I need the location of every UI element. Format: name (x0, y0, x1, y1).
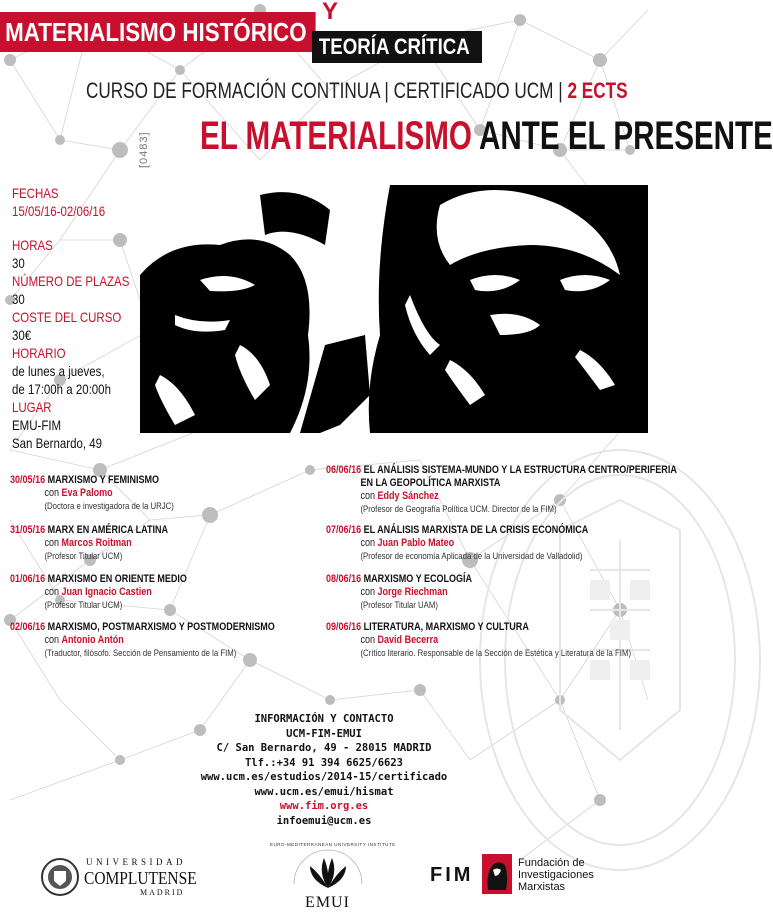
session-title: EL ANÁLISIS SISTEMA-MUNDO Y LA ESTRUCTURA CENTRO/PERIFERIA (363, 464, 677, 476)
coste-label: COSTE DEL CURSO (12, 309, 122, 325)
portraits-image (140, 185, 648, 433)
session-affiliation: (Profesor de Geografía Política UCM. Director de la FIM) (360, 504, 557, 515)
coste-value: 30€ (12, 327, 32, 343)
ucm-bot-text: MADRID (140, 888, 185, 897)
session-affiliation: (Profesor Titular UAM) (360, 600, 438, 611)
session-item (10, 573, 187, 612)
session-item (10, 474, 174, 513)
contact-web-hismat[interactable]: www.ucm.es/emui/hismat (254, 785, 394, 798)
session-date: 01/06/16 (10, 573, 46, 585)
session-item (326, 524, 588, 563)
fim-logo (430, 850, 610, 900)
session-title: MARXISMO, POSTMARXISMO Y POSTMODERNISMO (47, 621, 275, 633)
session-title: MARXISMO Y ECOLOGÍA (363, 573, 473, 585)
session-date: 06/06/16 (326, 464, 362, 476)
session-affiliation: (Profesor de economía Aplicada de la Universidad de Valladolid) (360, 551, 583, 562)
lugar-label: LUGAR (12, 399, 52, 415)
session-con: con (360, 537, 375, 549)
contact-email[interactable]: infoemui@ucm.es (276, 814, 372, 827)
session-affiliation: (Crítico literario. Responsable de la Sección de Estética y Literatura de la FIM) (360, 648, 632, 659)
session-title: MARXISMO Y FEMINISMO (47, 474, 160, 486)
session-title-line2: EN LA GEOPOLÍTICA MARXISTA (360, 477, 501, 489)
session-date: 09/06/16 (326, 621, 362, 633)
session-date: 02/06/16 (10, 621, 46, 633)
session-title: LITERATURA, MARXISMO Y CULTURA (363, 621, 529, 633)
session-affiliation: (Profesor Titular UCM) (44, 600, 123, 611)
session-date: 30/05/16 (10, 474, 46, 486)
session-con: con (360, 586, 375, 598)
session-item (326, 464, 677, 516)
session-con: con (44, 586, 59, 598)
contact-address: C/ San Bernardo, 49 - 28015 MADRID (216, 742, 432, 754)
poster-title-red: EL MATERIALISMO (200, 114, 472, 158)
contact-org: UCM-FIM-EMUI (286, 727, 362, 740)
session-affiliation: (Doctora e investigadora de la URJC) (44, 501, 174, 512)
emui-arc-text: EURO-MEDITERRANEAN UNIVERSITY INSTITUTE (270, 842, 396, 847)
session-speaker: Juan Pablo Mateo (377, 537, 455, 549)
session-speaker: Antonio Antón (61, 634, 124, 646)
session-item (10, 524, 168, 563)
plazas-label: NÚMERO DE PLAZAS (12, 273, 130, 289)
emui-logo (270, 838, 396, 913)
emui-name: EMUI (305, 894, 350, 911)
horario-line1: de lunes a jueves, (12, 363, 105, 379)
contact-block (0, 712, 648, 828)
session-speaker: Eva Palomo (61, 487, 113, 499)
fim-line2: Investigaciones (518, 869, 594, 881)
lugar-line2: San Bernardo, 49 (12, 435, 102, 451)
ucm-logo (40, 855, 210, 900)
horas-value: 30 (12, 255, 25, 271)
fechas-label: FECHAS (12, 185, 59, 201)
course-code: [0483] (138, 131, 150, 168)
details-block (12, 236, 129, 452)
fim-line3: Marxistas (518, 881, 566, 893)
session-con: con (360, 490, 375, 502)
session-title: MARX EN AMÉRICA LATINA (47, 524, 169, 536)
session-item (10, 621, 275, 660)
session-con: con (44, 634, 59, 646)
session-con: con (44, 487, 59, 499)
plazas-value: 30 (12, 291, 25, 307)
fim-portrait-icon (482, 854, 512, 894)
fim-fullname (518, 857, 594, 893)
ucm-crest-icon (40, 857, 80, 897)
ucm-mid-text: COMPLUTENSE (84, 868, 197, 888)
fim-abbr: FIM (430, 864, 474, 886)
poster-title-black: ANTE EL PRESENTE (479, 114, 773, 158)
session-con: con (360, 634, 375, 646)
session-date: 07/06/16 (326, 524, 362, 536)
session-affiliation: (Profesor Titular UCM) (44, 551, 123, 562)
session-item (326, 573, 472, 612)
header-title-main: MATERIALISMO HISTÓRICO (0, 12, 315, 52)
course-prefix: CURSO DE FORMACIÓN CONTINUA | CERTIFICADO UCM | (86, 78, 563, 103)
session-con: con (44, 537, 59, 549)
session-title: MARXISMO EN ORIENTE MEDIO (47, 573, 187, 585)
contact-web-fim[interactable]: www.fim.org.es (279, 800, 369, 812)
contact-heading: INFORMACIÓN Y CONTACTO (254, 713, 394, 725)
session-item (326, 621, 631, 660)
session-date: 31/05/16 (10, 524, 46, 536)
fim-line1: Fundación de (518, 857, 585, 869)
session-affiliation: (Traductor, filósofo. Sección de Pensamiento de la FIM) (44, 648, 237, 659)
poster-title (200, 114, 773, 159)
fechas-value: 15/05/16-02/06/16 (12, 203, 106, 219)
session-speaker: Eddy Sánchez (377, 490, 439, 502)
session-speaker: Jorge Riechman (377, 586, 448, 598)
lugar-line1: EMU-FIM (12, 417, 62, 433)
horario-label: HORARIO (12, 345, 66, 361)
session-speaker: David Becerra (377, 634, 439, 646)
header-title-y: Y (322, 0, 339, 25)
info-block (12, 184, 105, 220)
ucm-top-text: UNIVERSIDAD (86, 857, 186, 867)
header-title-sub: TEORÍA CRÍTICA (312, 31, 482, 63)
session-speaker: Juan Ignacio Castien (61, 586, 152, 598)
session-date: 08/06/16 (326, 573, 362, 585)
horario-line2: de 17:00h a 20:00h (12, 381, 111, 397)
session-title: EL ANÁLISIS MARXISTA DE LA CRISIS ECONÓMICA (363, 524, 589, 536)
horas-label: HORAS (12, 237, 53, 253)
course-ects: 2 ECTS (567, 78, 628, 103)
session-speaker: Marcos Roitman (61, 537, 132, 549)
contact-phone: Tlf.:+34 91 394 6625/6623 (244, 756, 404, 769)
contact-web-certificado[interactable]: www.ucm.es/estudios/2014-15/certificado (200, 771, 448, 783)
course-line (86, 78, 628, 104)
